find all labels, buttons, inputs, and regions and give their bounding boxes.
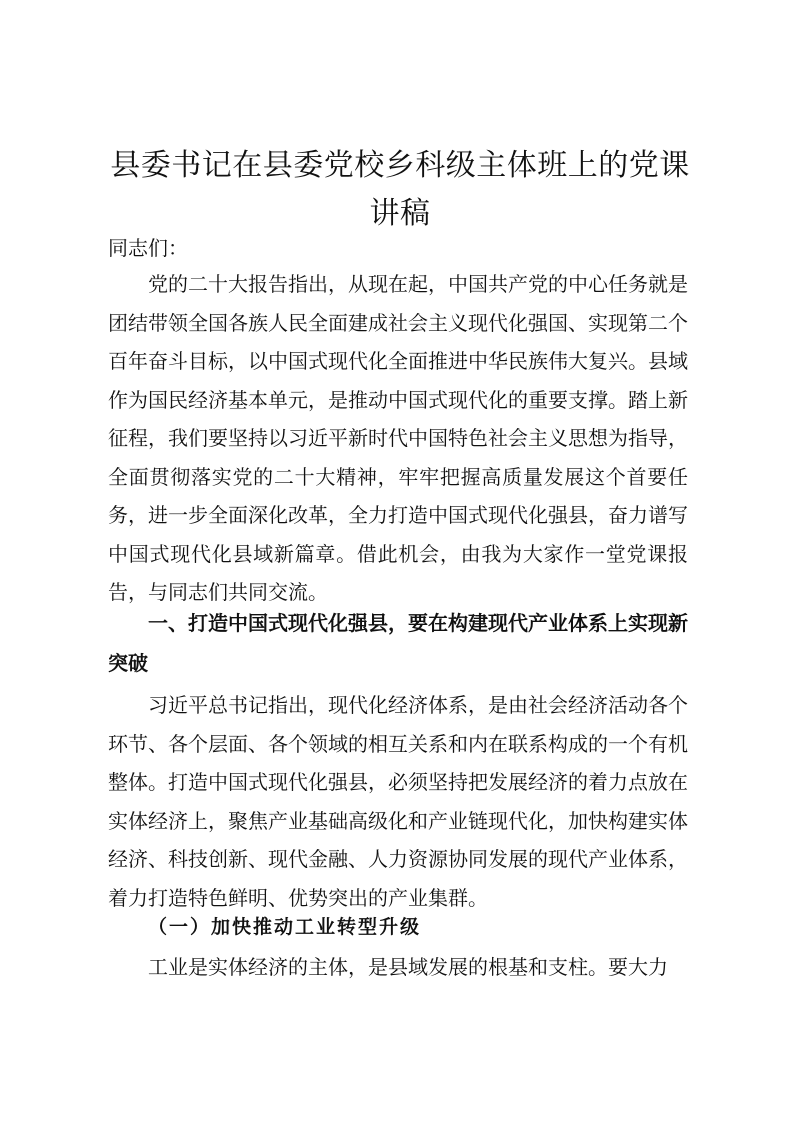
body-paragraph-section-1: 习近平总书记指出，现代化经济体系，是由社会经济活动各个环节、各个层面、各个领域的相互关系和内在联系构成的一个有机整体。打造中国式现代化强县，必须坚持把发展经济的着力点放在实体经济上，聚焦产业基础高级化和产业链现代化，加快构建实体经济、科技创新、现代金融、人力资源协同发展的现代产业体系，着力打造特色鲜明、优势突出的产业集群。 xyxy=(108,693,688,910)
body-paragraph-subsection-1: 工业是实体经济的主体，是县域发展的根基和支柱。要大力 xyxy=(148,955,668,979)
salutation: 同志们： xyxy=(108,236,188,260)
document-title: 县委书记在县委党校乡科级主体班上的党课讲稿 xyxy=(110,148,690,231)
body-paragraph-intro: 党的二十大报告指出，从现在起，中国共产党的中心任务就是团结带领全国各族人民全面建成社会主义现代化强国、实现第二个百年奋斗目标，以中国式现代化全面推进中华民族伟大复兴。县域作为国民经济基本单元，是推动中国式现代化的重要支撑。踏上新征程，我们要坚持以习近平新时代中国特色社会主义思想为指导，全面贯彻落实党的二十大精神，牢牢把握高质量发展这个首要任务，进一步全面深化改革，全力打造中国式现代化强县，奋力谱写中国式现代化县域新篇章。借此机会，由我为大家作一堂党课报告，与同志们共同交流。 xyxy=(108,272,688,604)
subsection-heading-1: （一）加快推动工业转型升级 xyxy=(148,916,422,938)
section-heading-1: 一、打造中国式现代化强县，要在构建现代产业体系上实现新突破 xyxy=(108,611,688,675)
